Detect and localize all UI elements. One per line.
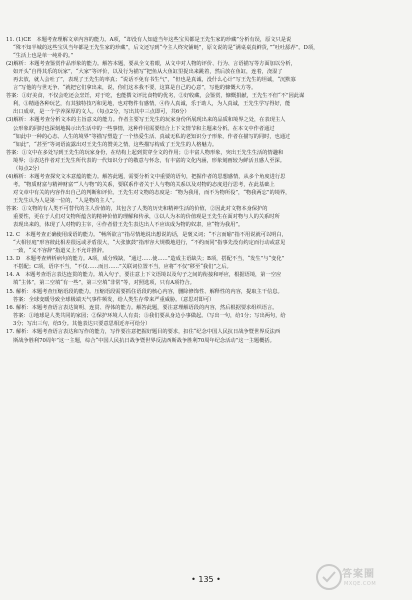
text-line: 12. C 本题考查正确使用成语的能力。“畅所欲言”指尽情地说出想说的话，是褒义词；“不言而喻”指不用说就可以明白，: [6, 231, 287, 238]
answer-page: [6, 36, 404, 562]
watermark-url: MXQE.COM: [344, 581, 377, 587]
text-line: 17. 解析：本题考查语言表达和写作的能力，写作要注意把握好题目的要求，扣住“纪念中国人民抗日战争暨世界反法西: [6, 329, 281, 336]
text-line: 利，③精通各种玩艺，有其独特技巧和见地，也对物件有感情，④待人真诚，乐于助人，为人真诚，王先生学写得好，能: [13, 101, 291, 108]
text-line: (3)解析：本题考查分析文本的主旨意义的能力。作者主要写王先生的玩家身份所展现出来的品质和境界之处，在表现主人: [6, 117, 286, 124]
text-line: 答案：①文中在多处写到王先生的玩家身份，在结构上起到贯穿全文的作用；②丰富人物形象，突出王先生生活的情趣和: [6, 149, 284, 156]
text-line: 言”写他的与世无争、“就把它们拿出来，说，你们这本我不要，这算是自己的心意”，写他的慷慨大方等。: [13, 85, 257, 92]
answer-text-block: [6, 36, 404, 345]
text-line: 11. (1)CE 本题考查理解文章内容的能力。A项，“却没有人知道当年这些宝贝都是王先生家的珍藏”分析有误，原文只是说: [6, 37, 292, 43]
text-line: 填“主体”，第二空填“有一些”，第三空填“非常”等，对照选项，只有A项符合。: [13, 279, 195, 286]
text-line: 如开头“自得其乐的玩家”，“大家”等评价，以及行为描写“把鱼从大鱼缸里捉出来跳着，然后放在鱼缸，连着，浇湿了: [13, 69, 283, 76]
text-line: 不搭配；C项，语序不当，“不仅……而且……”关联词位置不当，应将“不仅”移至“我们”之后。: [13, 263, 232, 270]
text-line: 答案：①地球是人类共同的家园；②保护环境人人有责；③我们要从身边小事做起。（写出一句，给1分；写出两句，给: [13, 313, 286, 320]
text-line: 16. 解析：本题考查语言表达简明、连贯、得体的能力。解答此题，要注意理解语段的内容，然后根据要求组织语言。: [6, 305, 278, 312]
text-line: 斯战争胜利70周年”这一主题，综合“中国人民抗日战争暨世界反法西斯战争胜利70周年纪念活动”这一主题概括。: [13, 337, 275, 344]
text-line: 重要性，更在于人们对文物所蕴含的精神价值的理解和传承，③以人为本的价值观是王先生在面对物与人的关系时所: [13, 214, 280, 221]
text-line: 公形象的同时也深刻地揭示出生活中的一些事情，这种作用需要结合上下文情节和主题来分析。在本文中作者通过: [13, 125, 275, 132]
text-line: （每点2分）: [13, 165, 43, 172]
text-line: “如此中一种的心态、人生的境界”等描写塑造了一个热爱生活、真诚无私的老知识分子形象，作者在描写的同时，也通过: [13, 133, 291, 140]
text-line: 13. D 本题考查辨析病句的能力。A项，成分残缺，“通过……使……”造成主语缺失；B项，搭配不当，“发生”与“变化”: [6, 255, 285, 262]
text-line: 王先生认为人是第一位的，“人是物的主人”。: [13, 197, 118, 204]
text-line: 境界；③表达作者对王先生所代表的一代知识分子的敬意与怀念，有丰富的文化内涵，形象刻画较为鲜活且感人至深。: [13, 157, 285, 164]
text-line: 对文章中有关的内容作出自己的判断和评价。王先生对文物的态度是：“物为我用，而不为物所役”，“物我两忘”的境界，: [13, 189, 291, 196]
text-line: (4)解析：本题考查探究文本意蕴的能力。解答此题，需要分析文中重要的语句，把握作者的思想感情，从多个角度进行思: [6, 173, 286, 180]
text-line: 考。“物质财富与精神财富”“人与物”的关系，要联系作者关于人与物的关系以及对物的态度进行思考，在此基础上: [13, 181, 275, 188]
text-line: 14. A 本题考查语言表达连贯的能力。填入句子，要注意上下文语境以及句子之间的衔接和呼应，根据语境，第一空应: [6, 271, 282, 278]
text-line: 答案：①文物的有人类不可替代的主人价值的，其包含了人类的历史和精神生活的价值，②因此对文物本身保护的: [6, 205, 268, 212]
page-number: • 135 •: [191, 575, 221, 584]
text-line: “殊不知半城的这些宝贝当年都是王先生家的珍藏”，后文还写到“今主人终究铺蚝”，原文说的是“满桌桌真鲜货，”“吐吐舔荐”。D项，: [13, 45, 319, 52]
text-line: “如此”，“甚至”等词语流露出对王先生的赞美之情，这些描写构成了王先生的人格魅力。: [13, 141, 218, 148]
text-line: 出口成章，是一个学养深厚的文人。（每点2分，写出其中三点即可，共6分）: [13, 109, 190, 116]
text-line: “生活上也是单一纯朴的。”: [13, 53, 74, 60]
text-line: 一致，“义不容辞”指道义上不允许推辞。: [13, 247, 108, 254]
text-line: 答案：①好美食，不仅会吃还会烹饪，对于吃，也能撰文评比食物的优劣，②好收藏，会鉴赏，慷慨捐献，王先生不但“不”因此谋: [6, 93, 305, 100]
text-line: “大相径庭”形容彼此相差很远或矛盾很大，“大张旗鼓”指形容大规模地进行，“不约而同”指事先没有约定而行动或意见: [13, 239, 286, 246]
text-line: 再去放，就人会吐了”，表现了王先生的率真；“说话不免有书生气”，“但也是真诚，没什么心计”写王先生的坦诚，“沉默寡: [13, 77, 296, 84]
text-line: 15. 解析：本题考查压缩语段的能力。压缩语段需要抓住语段的核心内容，删除修饰性、解释性的内容，提取主干信息。: [6, 289, 283, 296]
text-line: 答案：全球变暖导致全球极端天气事件频发，给人类生存带来严重威胁。（意思对即可）: [13, 297, 215, 304]
text-line: 表现出来的，体现了人对物的主宰，④作者借王先生表达出人不应该成为物的奴隶，应“物为我用”。: [13, 222, 244, 229]
text-line: (2)解析：本题考查鉴赏作品形象的能力。解答本题，要从全文着眼，从文中对人物的评价、行为、言语描写等方面加以分析，: [6, 61, 296, 68]
text-line: 3分；写出三句，给5分。其他表达只要意思相近亦可给分）: [13, 321, 151, 328]
watermark-text: 答案圈: [342, 569, 375, 580]
